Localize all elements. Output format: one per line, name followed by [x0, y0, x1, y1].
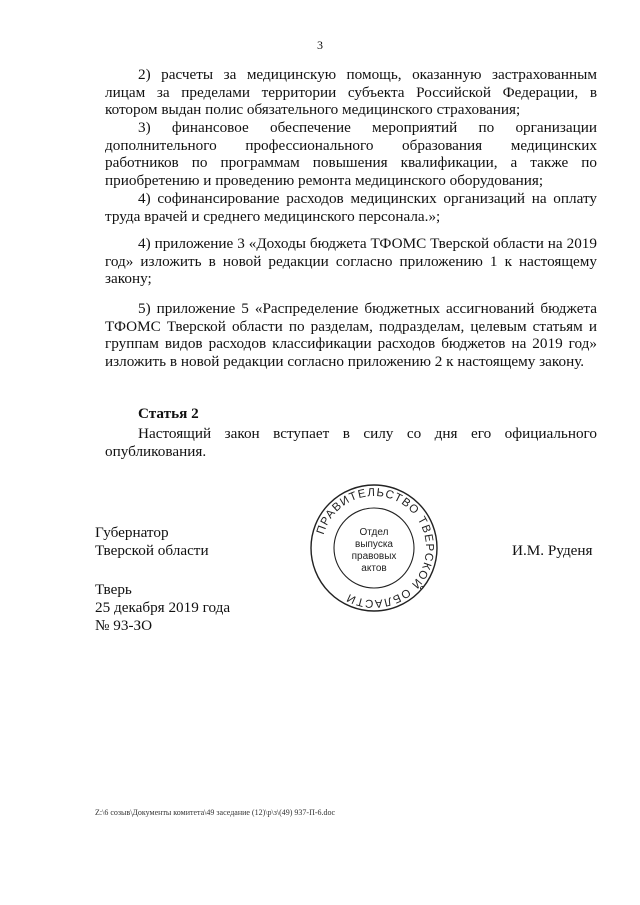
signature-name: И.М. Руденя — [512, 542, 593, 559]
stamp-center-line-1: Отдел — [359, 527, 389, 538]
footer-file-path: Z:\6 созыв\Документы комитета\49 заседание (12)\р\з\(49) 937-П-6.doc — [95, 808, 336, 817]
article-heading: Статья 2 — [138, 405, 199, 422]
signature-position-line2: Тверской области — [95, 542, 209, 559]
document-number: № 93-ЗО — [95, 617, 153, 634]
paragraph-item-2: 2) расчеты за медицинскую помощь, оказанную застрахованным лицам за пределами территории субъекта Российской Федерации, в котором выдан полис обязательного медицинского страхования; — [105, 66, 597, 119]
stamp-center-line-2: выпуска — [355, 539, 393, 550]
paragraph-appendix-3: 4) приложение 3 «Доходы бюджета ТФОМС Тверской области на 2019 год» изложить в новой редакции согласно приложению 1 к настоящему закону; — [105, 235, 597, 288]
paragraph-item-3: 3) финансовое обеспечение мероприятий по организации дополнительного профессионального образования медицинских работников по программам повышения квалификации, а также по приобретению и проведению ремонта медицинского оборудования; — [105, 119, 597, 190]
signature-position-line1: Губернатор — [95, 524, 169, 541]
official-stamp — [308, 482, 440, 614]
paragraph-item-4: 4) софинансирование расходов медицинских организаций на оплату труда врачей и среднего медицинского персонала.»; — [105, 190, 597, 225]
document-date: 25 декабря 2019 года — [95, 599, 231, 616]
article-text: Настоящий закон вступает в силу со дня его официального опубликования. — [105, 425, 597, 460]
stamp-center-line-4: актов — [361, 563, 387, 574]
place-city: Тверь — [95, 581, 132, 598]
stamp-center-line-3: правовых — [351, 551, 397, 562]
paragraph-appendix-5: 5) приложение 5 «Распределение бюджетных ассигнований бюджета ТФОМС Тверской области по разделам, подразделам, целевым статьям и группам видов расходов классификации расходов бюджетов на 2019 год» изложить в новой редакции согласно приложению 2 к настоящему закону. — [105, 300, 597, 371]
page-number: 3 — [317, 38, 323, 52]
stamp-ring-text: ПРАВИТЕЛЬСТВО ТВЕРСКОЙ ОБЛАСТИ — [314, 486, 436, 610]
